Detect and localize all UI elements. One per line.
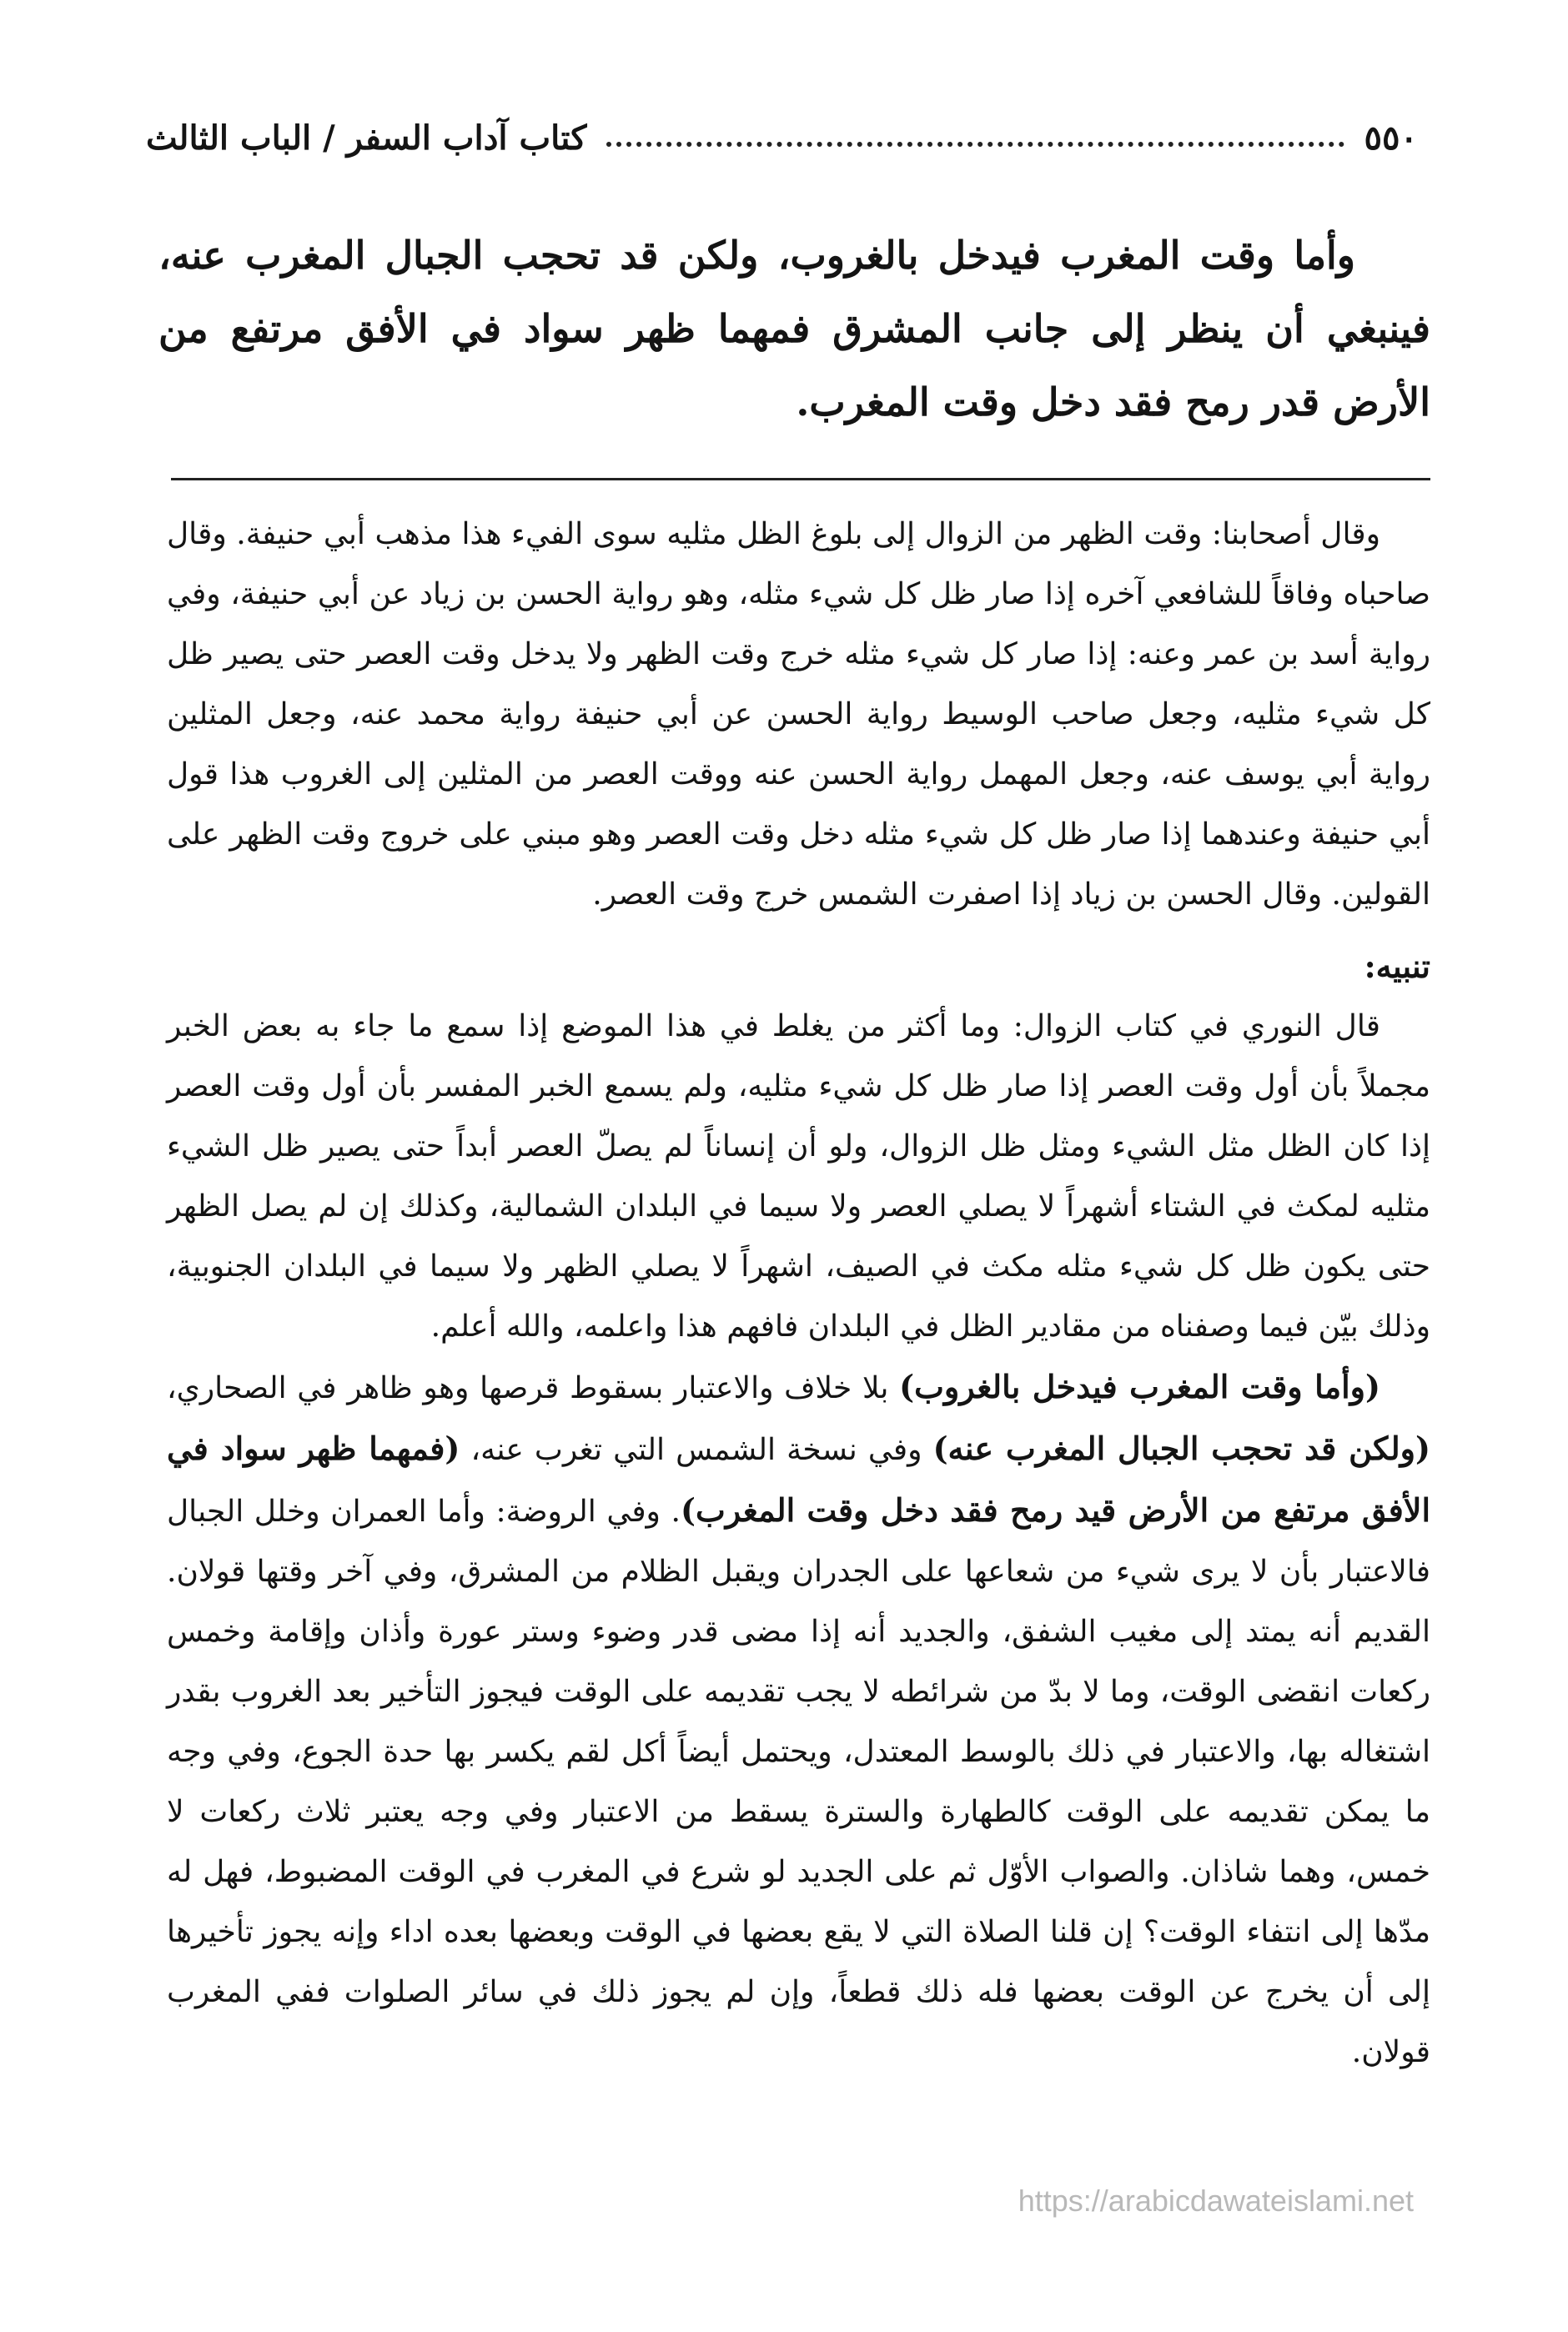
quoted-matn-2: (ولكن قد تحجب الجبال المغرب عنه) (932, 1430, 1430, 1467)
tanbih-heading: تنبيه: (1364, 947, 1430, 985)
running-header (146, 100, 1418, 175)
header-dot-leader (606, 142, 1344, 147)
chapter-title: كتاب آداب السفر / الباب الثالث (146, 118, 587, 158)
commentary-text-2: وفي نسخة الشمس التي تغرب عنه، (460, 1433, 933, 1467)
website-watermark: https://arabicdawateislami.net (1018, 2184, 1414, 2218)
commentary-text-1: بلا خلاف والاعتبار بسقوط قرصها وهو ظاهر في الصحاري، (167, 1371, 900, 1405)
quoted-matn-3: (فمهما ظهر سواد في الأفق مرتفع من الأرض قيد رمح فقد دخل وقت المغرب) (167, 1430, 1430, 1529)
commentary-block (167, 505, 1430, 2083)
page-number: ٥٥٠ (1364, 118, 1418, 158)
commentary-paragraph-1: وقال أصحابنا: وقت الظهر من الزوال إلى بلوغ الظل مثليه سوى الفيء هذا مذهب أبي حنيفة. وقال صاحباه وفاقاً للشافعي آخره إذا صار ظل كل شيء مثله، وهو رواية الحسن بن زياد عن أبي حنيفة، وفي رواية أسد بن عمر وعنه: إذا صار كل شيء مثله خرج وقت الظهر ولا يدخل وقت العصر حتى يصير ظل كل شيء مثليه، وجعل صاحب الوسيط رواية الحسن عن أبي حنيفة رواية محمد عنه، وجعل المثلين رواية أبي يوسف عنه، وجعل المهمل رواية الحسن عنه ووقت العصر من المثلين إلى الغروب هذا قول أبي حنيفة وعندهما إذا صار ظل كل شيء مثله دخل وقت العصر وهو مبني على خروج وقت الظهر على القولين. وقال الحسن بن زياد إذا اصفرت الشمس خرج وقت العصر. (167, 517, 1430, 912)
main-text-block (158, 219, 1430, 439)
footnote-divider (171, 478, 1430, 480)
commentary-paragraph-2: قال النوري في كتاب الزوال: وما أكثر من يغلط في هذا الموضع إذا سمع ما جاء به بعض الخبر مجملاً بأن أول وقت العصر إذا صار ظل كل شيء مثليه، ولم يسمع الخبر المفسر بأن أول وقت العصر إذا كان الظل مثل الشيء ومثل ظل الزوال، ولو أن إنساناً لم يصلّ العصر أبداً حتى يصير ظل الشيء مثليه لمكث في الشتاء أشهراً لا يصلي العصر ولا سيما في البلدان الشمالية، وكذلك إن لم يصل الظهر حتى يكون ظل كل شيء مثله مكث في الصيف، اشهراً لا يصلي الظهر ولا سيما في البلدان الجنوبية، وذلك بيّن فيما وصفناه من مقادير الظل في البلدان فافهم هذا واعلمه، والله أعلم. (167, 1009, 1430, 1344)
main-paragraph: وأما وقت المغرب فيدخل بالغروب، ولكن قد تحجب الجبال المغرب عنه، فينبغي أن ينظر إلى جانب المشرق فمهما ظهر سواد في الأفق مرتفع من الأرض قدر رمح فقد دخل وقت المغرب. (158, 233, 1430, 425)
commentary-text-3: . وفي الروضة: وأما العمران وخلل الجبال فالاعتبار بأن لا يرى شيء من شعاعها على الجدران ويقبل الظلام من المشرق، وفي آخر وقتها قولان. القديم أنه يمتد إلى مغيب الشفق، والجديد أنه إذا مضى قدر وضوء وستر عورة وأذان وإقامة وخمس ركعات انقضى الوقت، وما لا بدّ من شرائطه لا يجب تقديمه على الوقت فيجوز التأخير بعد الغروب بقدر اشتغاله بها، والاعتبار في ذلك بالوسط المعتدل، ويحتمل أيضاً أكل لقم يكسر بها حدة الجوع، وفي وجه ما يمكن تقديمه على الوقت كالطهارة والسترة يسقط من الاعتبار وفي وجه يعتبر ثلاث ركعات لا خمس، وهما شاذان. والصواب الأوّل ثم على الجديد لو شرع في المغرب في الوقت المضبوط، فهل له مدّها إلى انتفاء الوقت؟ إن قلنا الصلاة التي لا يقع بعضها في الوقت وبعضها بعده اداء وإنه يجوز تأخيرها إلى أن يخرج عن الوقت بعضها فله ذلك قطعاً، وإن لم يجوز ذلك في سائر الصلوات ففي المغرب قولان. (167, 1495, 1430, 2069)
commentary-paragraph-3 (167, 1357, 1430, 2083)
quoted-matn-1: (وأما وقت المغرب فيدخل بالغروب) (899, 1368, 1380, 1405)
